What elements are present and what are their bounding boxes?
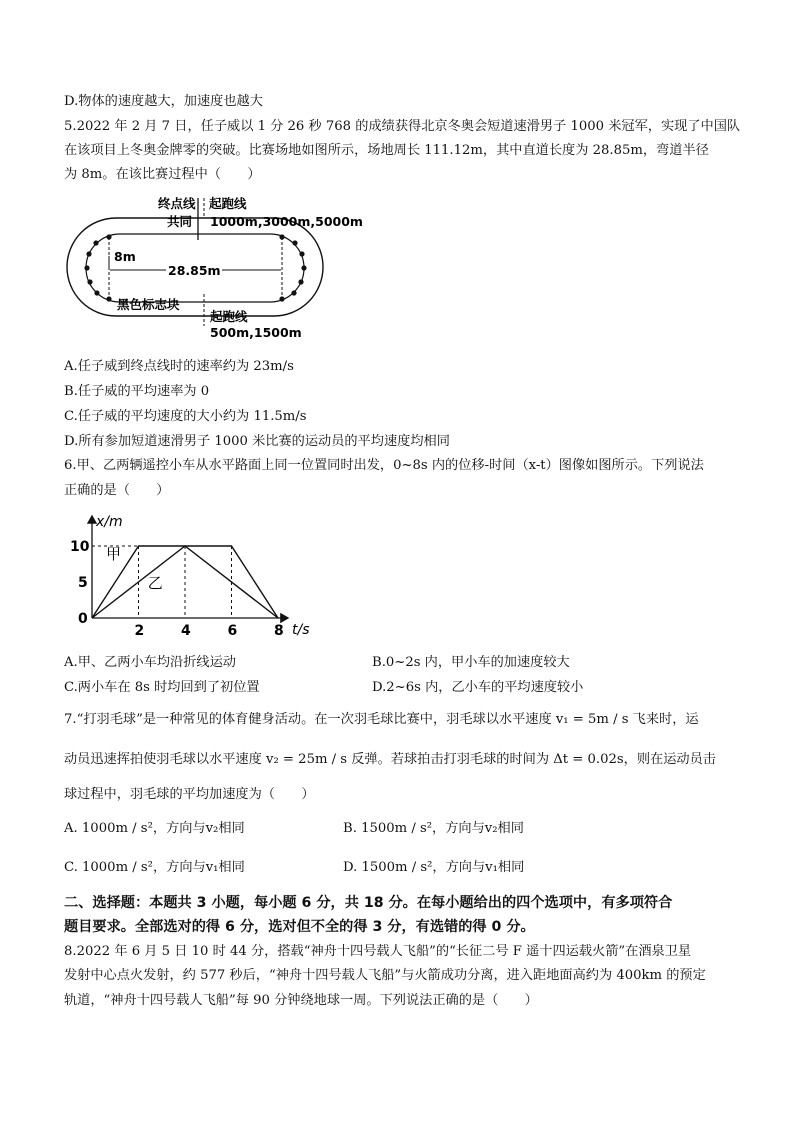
x-axis-label: t/s <box>292 622 310 638</box>
q4-option-d: D.物体的速度越大，加速度也越大 <box>64 94 263 109</box>
q5-stem-line-3: 为 8m。在该比赛过程中（ ） <box>64 167 261 182</box>
shared-label: 共同 <box>167 214 193 229</box>
q6-option-b: B.0~2s 内，甲小车的加速度较大 <box>372 655 570 670</box>
series-label-1: 甲 <box>105 544 121 563</box>
q6-stem-line-1: 6.甲、乙两辆遥控小车从水平路面上同一位置同时出发，0~8s 内的位移-时间（x-t）图像如图所示。下列说法 <box>64 458 704 473</box>
q5-stem-line-2: 在该项目上冬奥金牌零的突破。比赛场地如图所示，场地周长 111.12m，其中直道长度为 28.85m，弯道半径 <box>64 143 709 158</box>
y-tick-5: 5 <box>78 575 88 591</box>
x-tick-6: 6 <box>227 623 238 639</box>
start-top-distances: 1000m,3000m,5000m <box>210 214 363 229</box>
q7-option-d: D. 1500m / s²，方向与v₁相同 <box>343 860 525 875</box>
q8-stem-line-3: 轨道，“神舟十四号载人飞船”每 90 分钟绕地球一周。下列说法正确的是（ ） <box>64 993 538 1008</box>
section-2-heading-line-1: 二、选择题：本题共 3 小题，每小题 6 分，共 18 分。在每小题给出的四个选项中，有多项符合 <box>64 895 673 911</box>
q7-option-c: C. 1000m / s²，方向与v₁相同 <box>64 860 245 875</box>
q7-stem-line-2: 动员迅速挥拍使羽毛球以水平速度 v₂ = 25m / s 反弹。若球拍击打羽毛球的时间为 Δt = 0.02s，则在运动员击 <box>64 752 716 767</box>
start-bottom-distances: 500m,1500m <box>210 325 302 340</box>
straight-label: 28.85m <box>168 263 221 278</box>
q8-stem-line-1: 8.2022 年 6 月 5 日 10 时 44 分，搭载“神舟十四号载人飞船”的“长征二号 F 遥十四运载火箭”在酒泉卫星 <box>64 944 692 959</box>
start-line-bottom-label: 起跑线 <box>210 309 248 324</box>
marker-blocks-left <box>84 234 111 301</box>
q5-option-b: B.任子威的平均速率为 0 <box>64 384 210 399</box>
q5-option-c: C.任子威的平均速度的大小约为 11.5m/s <box>64 409 307 424</box>
q7-stem-line-1: 7.“打羽毛球”是一种常见的体育健身活动。在一次羽毛球比赛中，羽毛球以水平速度 v₁ = 5m / s 飞来时，运 <box>64 712 699 727</box>
xt-graph <box>70 510 330 645</box>
y-tick-10: 10 <box>70 539 90 555</box>
q6-option-c: C.两小车在 8s 时均回到了初位置 <box>64 680 260 695</box>
q7-option-a: A. 1000m / s²，方向与v₂相同 <box>64 821 245 836</box>
marker-blocks-right <box>279 234 306 301</box>
q6-option-d: D.2~6s 内，乙小车的平均速度较小 <box>372 680 584 695</box>
series-label-2: 乙 <box>147 573 163 592</box>
y-tick-0: 0 <box>78 611 88 627</box>
q6-option-a: A.甲、乙两小车均沿折线运动 <box>64 655 236 670</box>
x-tick-8: 8 <box>274 623 284 639</box>
q5-option-d: D.所有参加短道速滑男子 1000 米比赛的运动员的平均速度均相同 <box>64 434 450 449</box>
q7-option-b: B. 1500m / s²，方向与v₂相同 <box>343 821 524 836</box>
y-axis-label: x/m <box>96 514 123 530</box>
finish-line-label: 终点线 <box>158 196 196 211</box>
q8-stem-line-2: 发射中心点火发射，约 577 秒后，“神舟十四号载人飞船”与火箭成功分离，进入距地面高约为 400km 的预定 <box>64 968 706 983</box>
q6-stem-line-2: 正确的是（ ） <box>64 483 170 498</box>
x-tick-4: 4 <box>181 623 191 639</box>
q5-stem-line-1: 5.2022 年 2 月 7 日，任子威以 1 分 26 秒 768 的成绩获得北京冬奥会短道速滑男子 1000 米冠军，实现了中国队 <box>64 119 741 134</box>
radius-label: 8m <box>114 249 136 264</box>
marker-block-label: 黑色标志块 <box>117 297 180 312</box>
q5-option-a: A.任子威到终点线时的速率约为 23m/s <box>64 359 294 374</box>
start-line-top-label: 起跑线 <box>209 196 247 211</box>
rink-diagram <box>62 194 363 342</box>
section-2-heading-line-2: 题目要求。全部选对的得 6 分，选对但不全的得 3 分，有选错的得 0 分。 <box>64 919 535 935</box>
x-tick-2: 2 <box>134 623 145 639</box>
q7-stem-line-3: 球过程中，羽毛球的平均加速度为（ ） <box>64 787 315 802</box>
